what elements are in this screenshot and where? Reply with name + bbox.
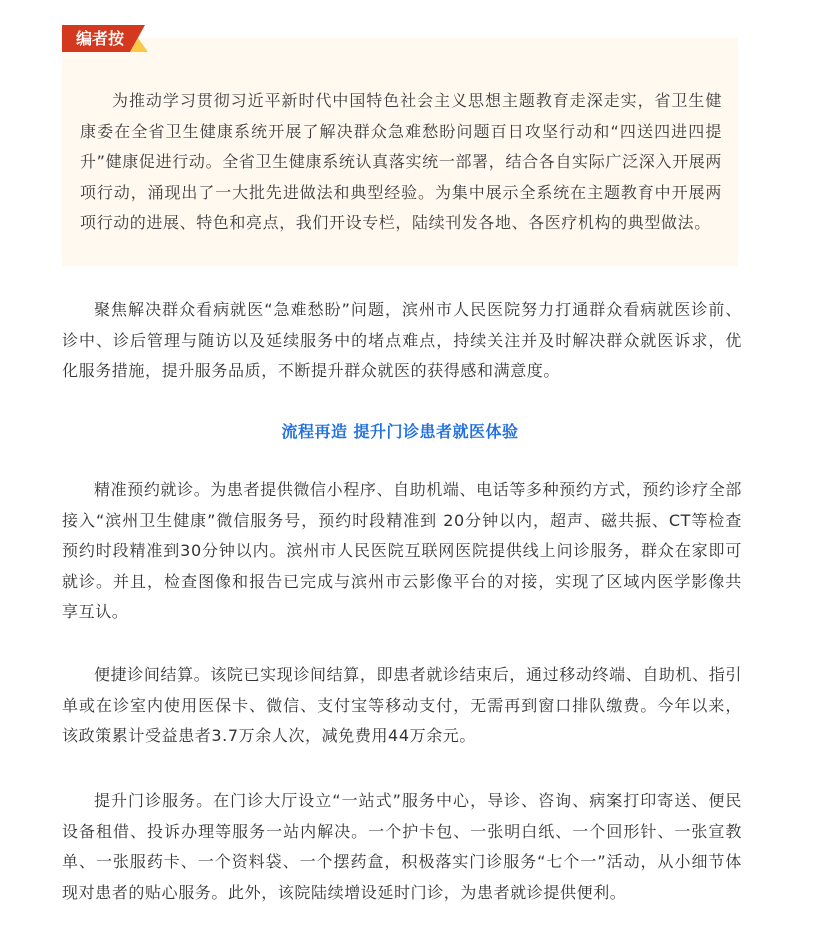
section-heading: 流程再造 提升门诊患者就医体验: [281, 422, 519, 441]
editor-note-label: 编者按: [76, 29, 125, 48]
editor-note-box: [62, 38, 738, 266]
paragraph-settlement: 便捷诊间结算。该院已实现诊间结算，即患者就诊结束后，通过移动终端、自助机、指引单或在诊室内使用医保卡、微信、支付宝等移动支付，无需再到窗口排队缴费。今年以来，该政策累计受益患者3.7万余人次，减免费用44万余元。: [62, 665, 742, 745]
article-intro-paragraph: 聚焦解决群众看病就医“急难愁盼”问题，滨州市人民医院努力打通群众看病就医诊前、诊中、诊后管理与随访以及延续服务中的堵点难点，持续关注并及时解决群众就医诉求，优化服务措施，提升服务品质，不断提升群众就医的获得感和满意度。: [62, 300, 742, 380]
paragraph-outpatient-service: 提升门诊服务。在门诊大厅设立“一站式”服务中心，导诊、咨询、病案打印寄送、便民设备租借、投诉办理等服务一站内解决。一个护卡包、一张明白纸、一个回形针、一张宣教单、一张服药卡、一个资料袋、一个摆药盒，积极落实门诊服务“七个一”活动，从小细节体现对患者的贴心服务。此外，该院陆续增设延时门诊，为患者就诊提供便利。: [62, 791, 742, 902]
editor-note-text: 为推动学习贯彻习近平新时代中国特色社会主义思想主题教育走深走实，省卫生健康委在全省卫生健康系统开展了解决群众急难愁盼问题百日攻坚行动和“四送四进四提升”健康促进行动。全省卫生健康系统认真落实统一部署，结合各自实际广泛深入开展两项行动，涌现出了一大批先进做法和典型经验。为集中展示全系统在主题教育中开展两项行动的进展、特色和亮点，我们开设专栏，陆续刊发各地、各医疗机构的典型做法。: [80, 91, 722, 232]
paragraph-appointment: 精准预约就诊。为患者提供微信小程序、自助机端、电话等多种预约方式，预约诊疗全部接入“滨州卫生健康”微信服务号，预约时段精准到 20分钟以内，超声、磁共振、CT等检查预约时段精准到30分钟以内。滨州市人民医院互联网医院提供线上问诊服务，群众在家即可就诊。并且，检查图像和报告已完成与滨州市云影像平台的对接，实现了区域内医学影像共享互认。: [62, 480, 742, 621]
editor-note-tag: [62, 25, 148, 52]
